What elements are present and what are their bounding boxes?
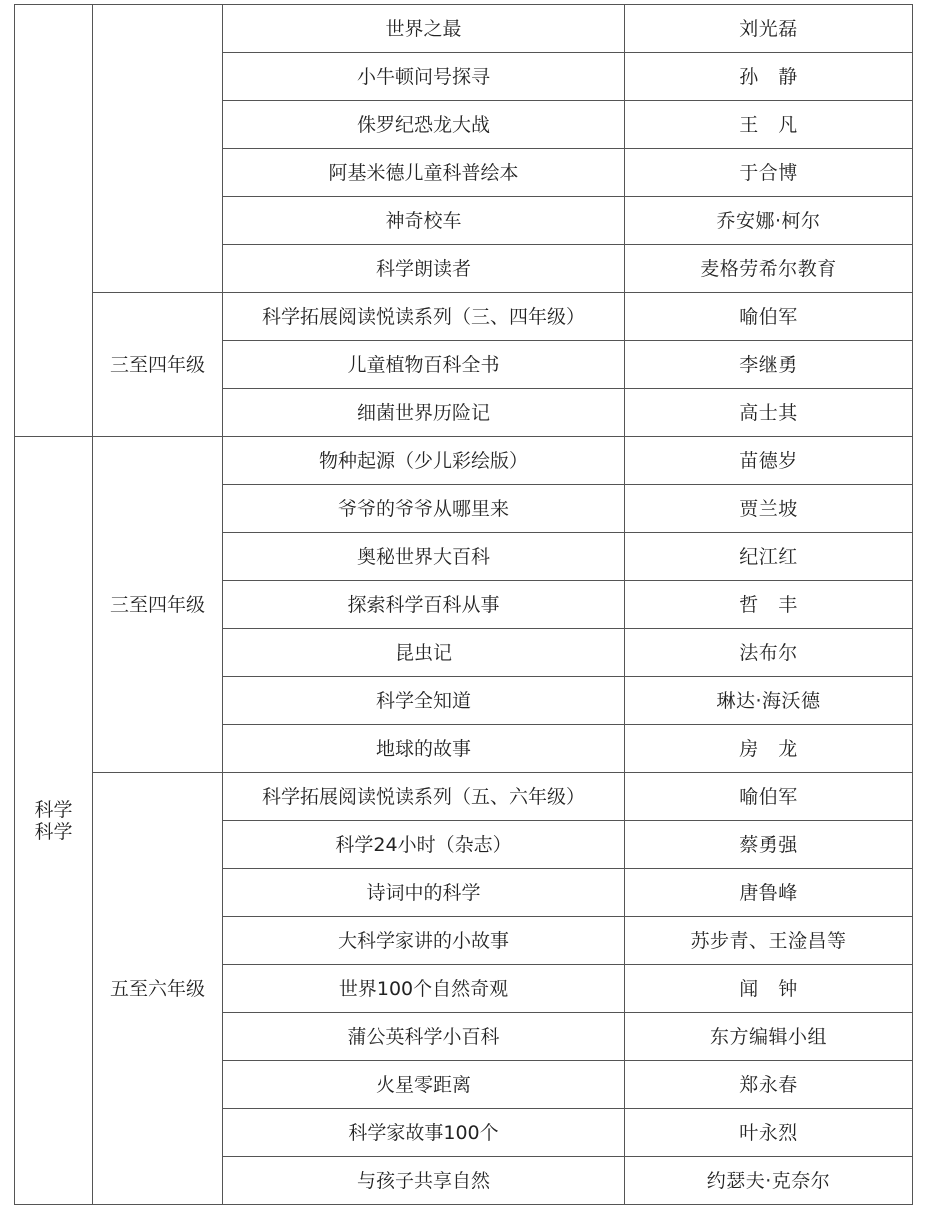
book-title: 物种起源（少儿彩绘版） xyxy=(223,437,625,485)
table-row xyxy=(15,773,913,821)
book-title: 地球的故事 xyxy=(223,725,625,773)
book-title: 奥秘世界大百科 xyxy=(223,533,625,581)
book-title: 昆虫记 xyxy=(223,629,625,677)
book-title: 火星零距离 xyxy=(223,1061,625,1109)
book-author: 约瑟夫·克奈尔 xyxy=(625,1157,913,1205)
book-title: 科学家故事100个 xyxy=(223,1109,625,1157)
table-row xyxy=(15,5,913,53)
table-row xyxy=(15,293,913,341)
book-author: 苏步青、王淦昌等 xyxy=(625,917,913,965)
book-author: 蔡勇强 xyxy=(625,821,913,869)
book-author: 郑永春 xyxy=(625,1061,913,1109)
book-author: 唐鲁峰 xyxy=(625,869,913,917)
book-author: 麦格劳希尔教育 xyxy=(625,245,913,293)
book-author: 房 龙 xyxy=(625,725,913,773)
grade-cell: 五至六年级 xyxy=(93,773,223,1205)
book-title: 诗词中的科学 xyxy=(223,869,625,917)
book-title: 蒲公英科学小百科 xyxy=(223,1013,625,1061)
book-author: 贾兰坡 xyxy=(625,485,913,533)
book-title: 爷爷的爷爷从哪里来 xyxy=(223,485,625,533)
book-title: 儿童植物百科全书 xyxy=(223,341,625,389)
book-author: 闻 钟 xyxy=(625,965,913,1013)
book-author: 李继勇 xyxy=(625,341,913,389)
book-title: 世界100个自然奇观 xyxy=(223,965,625,1013)
subject-label-line: 科学 xyxy=(34,798,73,821)
book-title: 科学拓展阅读悦读系列（三、四年级） xyxy=(223,293,625,341)
book-author: 高士其 xyxy=(625,389,913,437)
book-author: 哲 丰 xyxy=(625,581,913,629)
book-title: 神奇校车 xyxy=(223,197,625,245)
book-list-table xyxy=(14,4,913,1205)
grade-cell-continued xyxy=(93,5,223,293)
book-author: 法布尔 xyxy=(625,629,913,677)
book-author: 东方编辑小组 xyxy=(625,1013,913,1061)
book-author: 喻伯军 xyxy=(625,773,913,821)
book-author: 孙 静 xyxy=(625,53,913,101)
table-row xyxy=(15,437,913,485)
subject-cell xyxy=(15,437,93,1205)
book-title: 科学全知道 xyxy=(223,677,625,725)
book-author: 纪江红 xyxy=(625,533,913,581)
book-title: 探索科学百科从事 xyxy=(223,581,625,629)
book-author: 苗德岁 xyxy=(625,437,913,485)
book-title: 科学24小时（杂志） xyxy=(223,821,625,869)
book-author: 琳达·海沃德 xyxy=(625,677,913,725)
book-title: 与孩子共享自然 xyxy=(223,1157,625,1205)
grade-cell: 三至四年级 xyxy=(93,293,223,437)
book-author: 于合博 xyxy=(625,149,913,197)
book-author: 叶永烈 xyxy=(625,1109,913,1157)
book-title: 科学拓展阅读悦读系列（五、六年级） xyxy=(223,773,625,821)
grade-cell: 三至四年级 xyxy=(93,437,223,773)
book-author: 王 凡 xyxy=(625,101,913,149)
book-author: 刘光磊 xyxy=(625,5,913,53)
book-title: 世界之最 xyxy=(223,5,625,53)
subject-cell-continued xyxy=(15,5,93,437)
book-title: 小牛顿问号探寻 xyxy=(223,53,625,101)
book-title: 科学朗读者 xyxy=(223,245,625,293)
book-title: 阿基米德儿童科普绘本 xyxy=(223,149,625,197)
book-title: 大科学家讲的小故事 xyxy=(223,917,625,965)
subject-label-line: 科学 xyxy=(34,820,73,843)
book-author: 乔安娜·柯尔 xyxy=(625,197,913,245)
book-author: 喻伯军 xyxy=(625,293,913,341)
book-title: 细菌世界历险记 xyxy=(223,389,625,437)
book-title: 侏罗纪恐龙大战 xyxy=(223,101,625,149)
